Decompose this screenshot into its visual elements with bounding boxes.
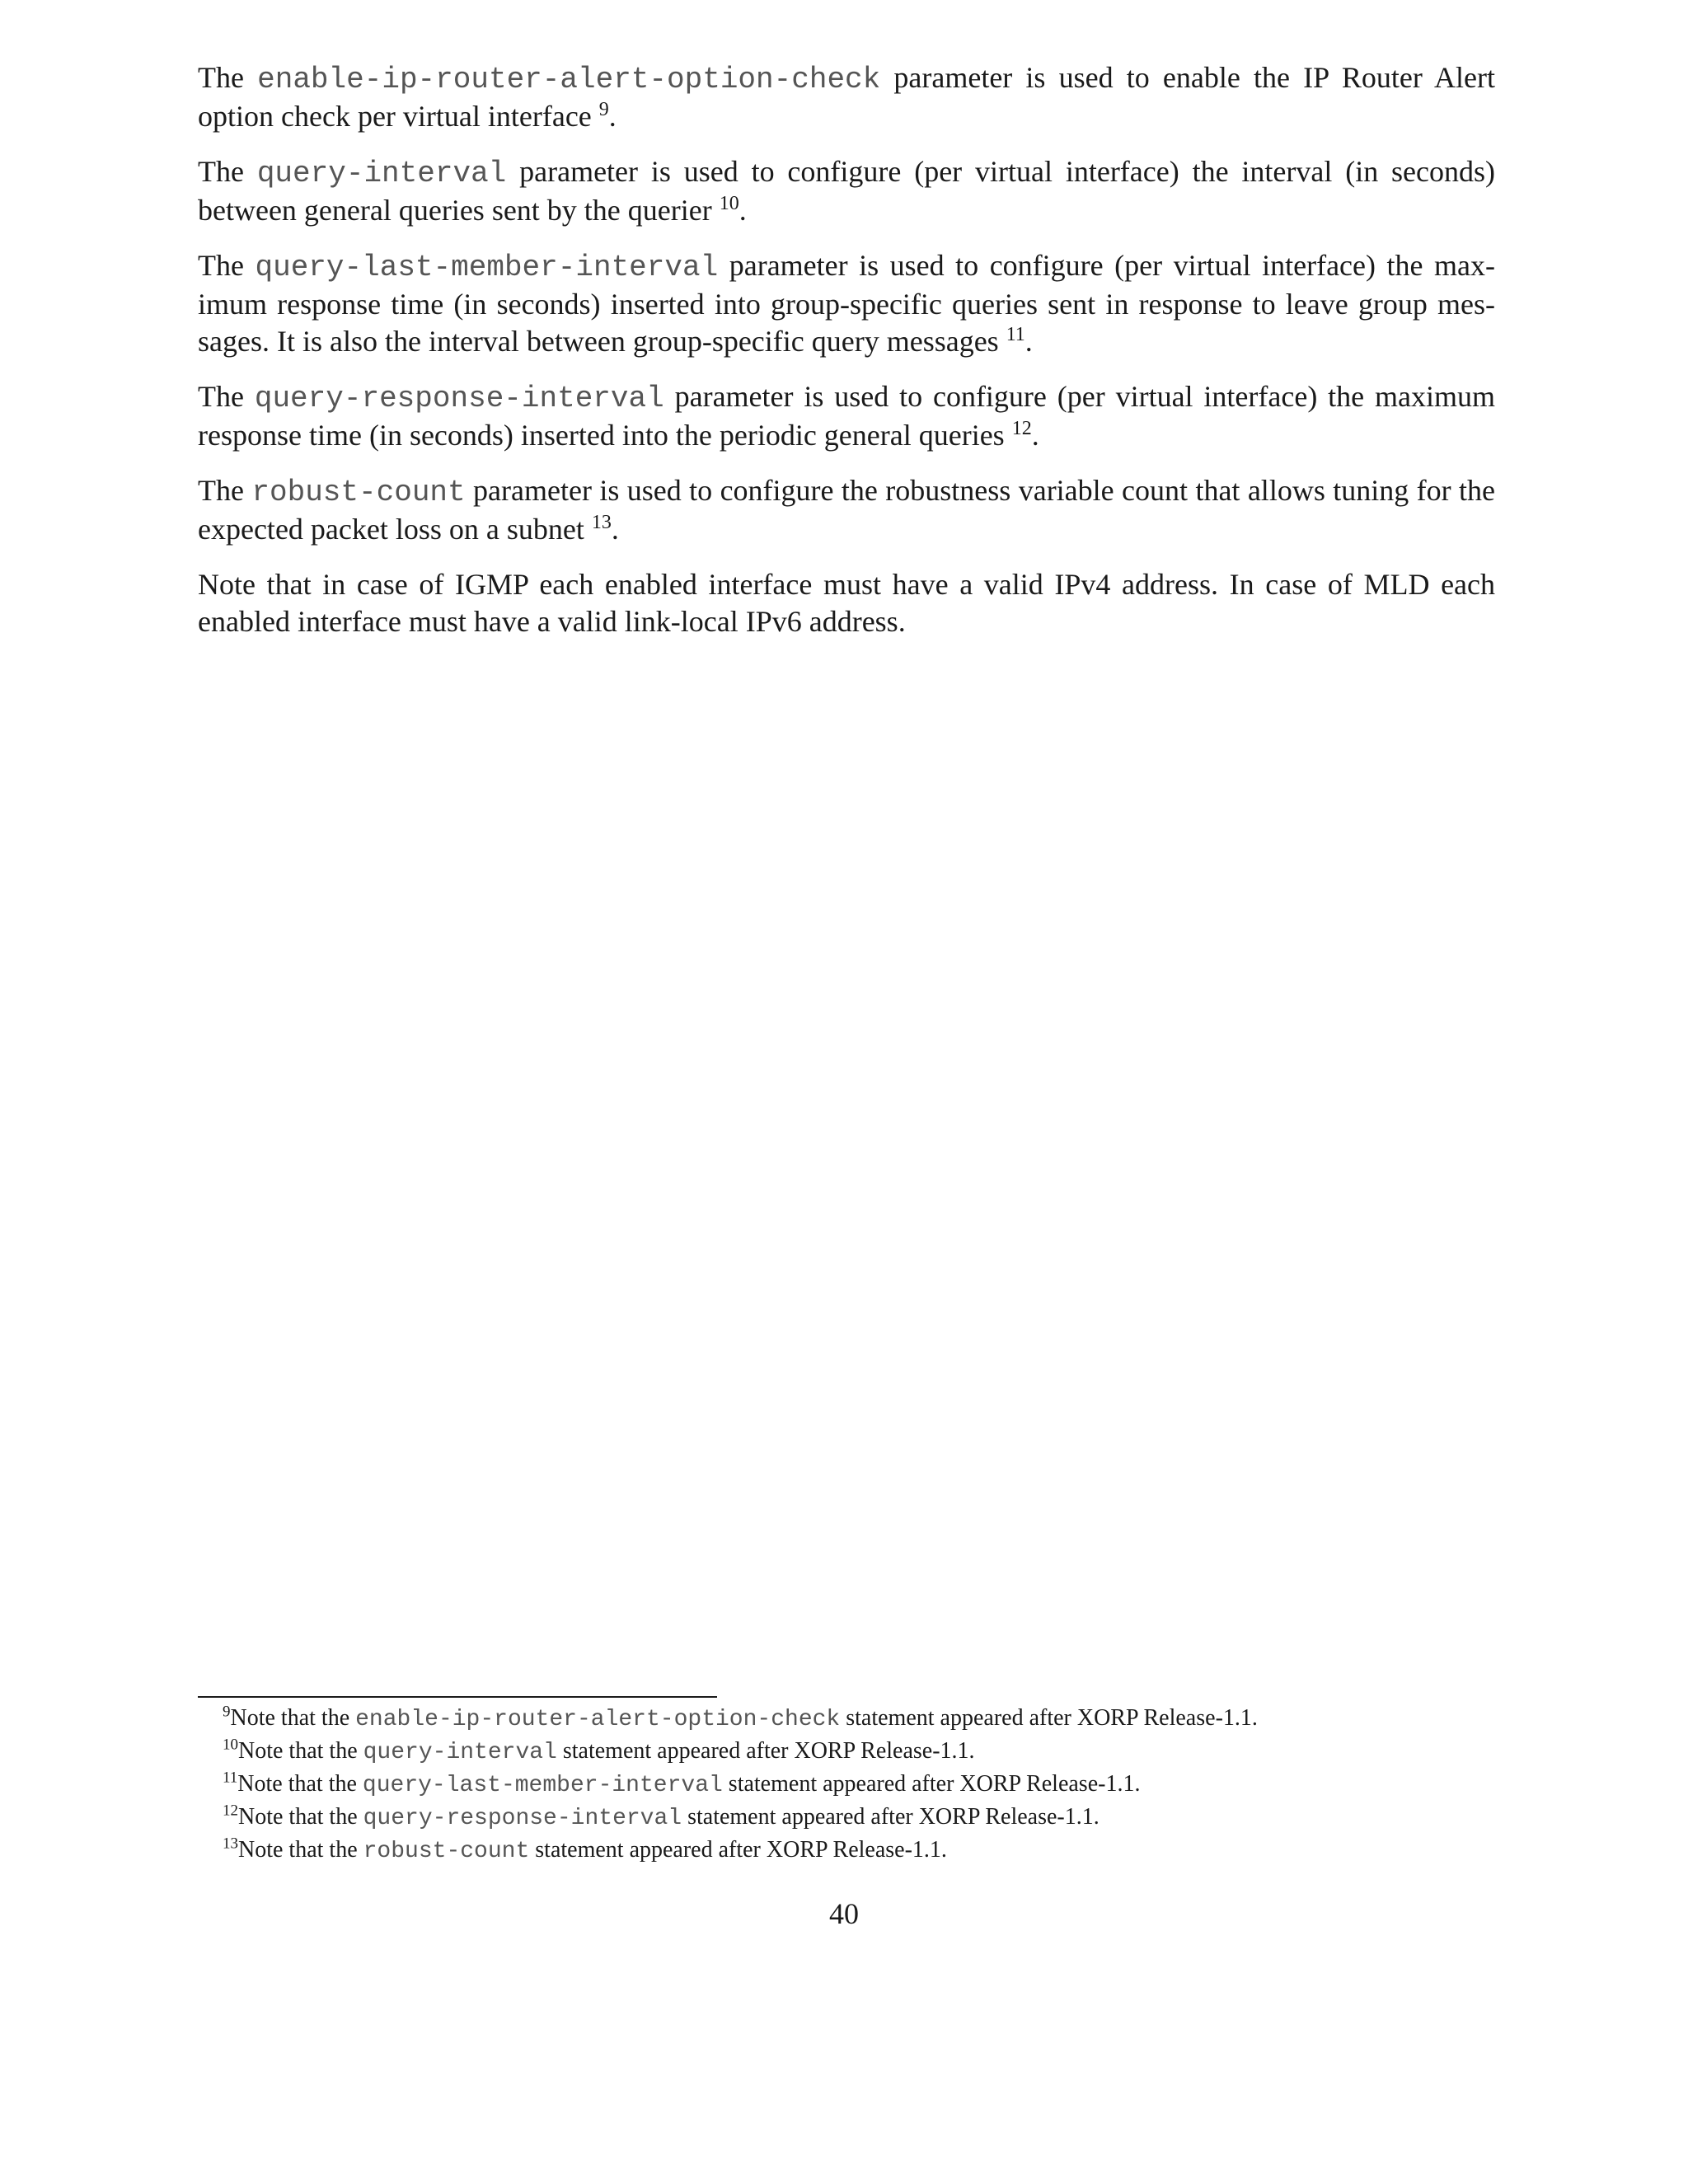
parameter-code: robust-count [363, 1839, 530, 1864]
footnote-reference[interactable]: 9 [598, 99, 609, 120]
footnote-text: Note that the [238, 1804, 363, 1830]
parameter-code: query-interval [256, 157, 507, 190]
footnote-number: 9 [223, 1703, 231, 1721]
footnote-text: Note that the [238, 1738, 363, 1764]
paragraph-robust-count [198, 472, 1495, 548]
parameter-code: query-last-member-interval [362, 1773, 723, 1798]
paragraph-text: The [198, 61, 258, 94]
body-text [198, 59, 1495, 658]
paragraph-text: . [1025, 325, 1033, 358]
footnote-10 [198, 1736, 1495, 1769]
footnote-9 [198, 1703, 1495, 1736]
footnote-text: statement appeared after XORP Release-1.1. [722, 1771, 1141, 1797]
footnote-text: statement appeared after XORP Release-1.1. [840, 1705, 1258, 1731]
footnote-text: statement appeared after XORP Release-1.1. [682, 1804, 1100, 1830]
paragraph-text: . [738, 194, 747, 227]
paragraph-last-member-interval [198, 247, 1495, 360]
footnote-text: Note that the [238, 1837, 363, 1863]
footnote-divider [198, 1696, 717, 1698]
footnote-11 [198, 1769, 1495, 1802]
footnote-text: statement appeared after XORP Release-1.1. [556, 1738, 975, 1764]
paragraph-text: . [611, 513, 619, 546]
paragraph-text: . [608, 100, 617, 133]
paragraph-text: The [198, 380, 255, 413]
parameter-code: robust-count [251, 476, 466, 509]
paragraph-text: parameter is used to configure (per virtual interface) the maximum response time (in seconds) inserted into group-specific queries sent in response to leave group messages. It is also the interval between group-specific query messages [198, 249, 1496, 358]
footnote-number: 11 [223, 1769, 238, 1787]
footnote-12 [198, 1802, 1495, 1835]
footnote-reference[interactable]: 12 [1011, 418, 1032, 439]
paragraph-text: parameter is used to configure (per virtual interface) the interval (in seconds) between general queries sent by the querier [198, 155, 1496, 227]
footnote-number: 13 [223, 1835, 238, 1853]
footnote-text: Note that the [237, 1771, 363, 1797]
parameter-code: query-interval [363, 1740, 557, 1765]
footnote-reference[interactable]: 13 [591, 512, 612, 533]
paragraph-text: The [198, 249, 256, 282]
parameter-code: query-last-member-interval [255, 251, 719, 284]
paragraph-response-interval [198, 378, 1495, 454]
parameter-code: query-response-interval [363, 1806, 682, 1831]
footnote-13 [198, 1835, 1495, 1868]
footnote-reference[interactable]: 10 [719, 193, 739, 214]
parameter-code: enable-ip-router-alert-option-check [355, 1707, 841, 1732]
parameter-code: enable-ip-router-alert-option-check [257, 63, 881, 96]
page-number: 40 [829, 1897, 859, 1930]
parameter-code: query-response-interval [254, 382, 664, 415]
footnotes [198, 1703, 1495, 1868]
footnote-text: Note that the [230, 1705, 356, 1731]
paragraph-text: The [198, 155, 257, 188]
footnote-text: statement appeared after XORP Release-1.1. [529, 1837, 947, 1863]
paragraph-router-alert [198, 59, 1495, 135]
paragraph-text: The [198, 474, 252, 507]
paragraph-text: parameter is used to configure the robustness variable count that allows tuning for the expected packet loss on a subnet [198, 474, 1496, 546]
paragraph-text: . [1031, 419, 1039, 452]
paragraph-address-note: Note that in case of IGMP each enabled interface must have a valid IPv4 address. In case of MLD each enabled interface must have a valid link-local IPv6 address. [198, 568, 1495, 638]
footnote-number: 10 [223, 1736, 238, 1754]
paragraph-text: parameter is used to enable the IP Router Alert option check per virtual interface [198, 61, 1496, 133]
paragraph-query-interval [198, 153, 1495, 229]
footnote-number: 12 [223, 1802, 238, 1820]
footnote-reference[interactable]: 11 [1006, 324, 1025, 345]
paragraph-text: parameter is used to configure (per virtual interface) the maximum response time (in seconds) inserted into the periodic general queries [198, 380, 1496, 452]
